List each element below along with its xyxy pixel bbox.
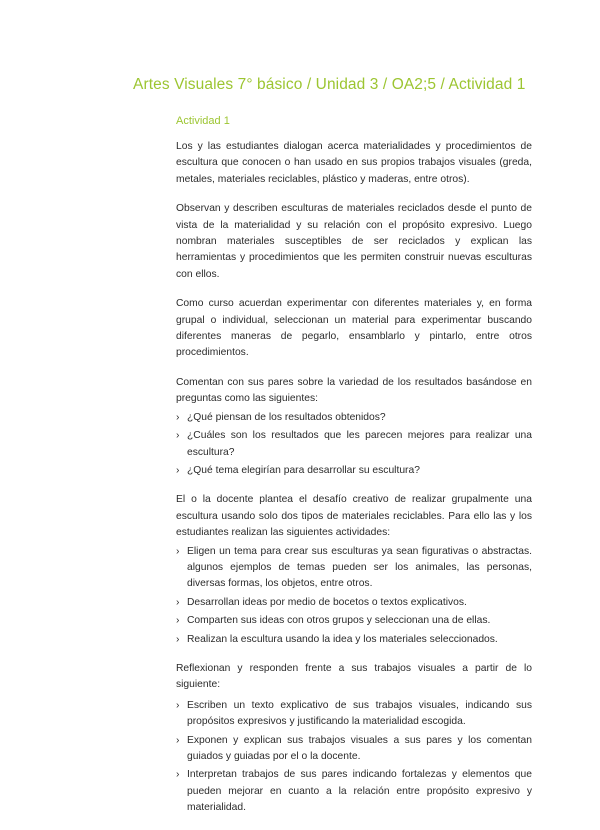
list-item: › Comparten sus ideas con otros grupos y seleccionan una de ellas. (176, 613, 532, 629)
bullet-marker: › (176, 699, 180, 711)
bullet-marker: › (176, 411, 180, 423)
list-item: › ¿Qué tema elegirían para desarrollar su escultura? (176, 463, 532, 479)
bullet-marker: › (176, 615, 180, 627)
reflections-list (176, 698, 532, 817)
steps-list (176, 544, 532, 648)
paragraph-reflect: Reflexionan y responden frente a sus trabajos visuales a partir de lo siguiente: (176, 662, 532, 691)
paragraph-dialogue: Los y las estudiantes dialogan acerca materialidades y procedimientos de escultura que conocen o han usado en sus propios trabajos visuales (greda, metales, materiales reciclables, plástico y maderas, entre otros). (176, 141, 532, 185)
list-item: › Realizan la escultura usando la idea y los materiales seleccionados. (176, 632, 532, 648)
bullet-marker: › (176, 633, 180, 645)
list-item: › Eligen un tema para crear sus esculturas ya sean figurativas o abstractas. algunos ejemplos de temas pueden ser los animales, las personas, diversas formas, los objetos, entre otros. (176, 545, 532, 590)
paragraph-observe: Observan y describen esculturas de materiales reciclados desde el punto de vista de la materialidad y su relación con el propósito expresivo. Luego nombran materiales susceptibles de ser reciclados y explican las herramientas y procedimientos que les permiten construir nuevas esculturas con ellos. (176, 203, 532, 280)
activity-label: Actividad 1 (176, 115, 230, 127)
questions-list (176, 410, 532, 480)
bullet-marker: › (176, 464, 180, 476)
page-header-title: Artes Visuales 7° básico / Unidad 3 / OA2;5 / Actividad 1 (133, 76, 526, 93)
bullet-marker: › (176, 430, 180, 442)
bullet-marker: › (176, 769, 180, 781)
activity-content (176, 115, 532, 830)
list-item: › Exponen y explican sus trabajos visuales a sus pares y los comentan guiados y guiadas por el o la docente. (176, 734, 532, 762)
paragraph-comment: Comentan con sus pares sobre la variedad de los resultados basándose en preguntas como las siguientes: (176, 376, 532, 405)
list-item: › ¿Cuáles son los resultados que les parecen mejores para realizar una escultura? (176, 430, 532, 458)
bullet-marker: › (176, 596, 180, 608)
list-item: › ¿Qué piensan de los resultados obtenidos? (176, 410, 532, 426)
bullet-marker: › (176, 734, 180, 746)
bullet-marker: › (176, 545, 180, 557)
paragraph-challenge: El o la docente plantea el desafío creativo de realizar grupalmente una escultura usando solo dos tipos de materiales reciclables. Para ello las y los estudiantes realizan las siguientes actividades: (176, 494, 532, 539)
list-item: › Interpretan trabajos de sus pares indicando fortalezas y elementos que pueden mejorar en cuanto a la relación entre propósito expresivo y materialidad. (176, 769, 532, 814)
list-item: › Escriben un texto explicativo de sus trabajos visuales, indicando sus propósitos expresivos y justificando la materialidad escogida. (176, 699, 532, 728)
list-item: › Desarrollan ideas por medio de bocetos o textos explicativos. (176, 595, 532, 611)
paragraph-experiment: Como curso acuerdan experimentar con diferentes materiales y, en forma grupal o individual, seleccionan un material para experimentar buscando diferentes maneras de pegarlo, ensamblarlo y pintarlo, entre otros procedimientos. (176, 298, 532, 359)
